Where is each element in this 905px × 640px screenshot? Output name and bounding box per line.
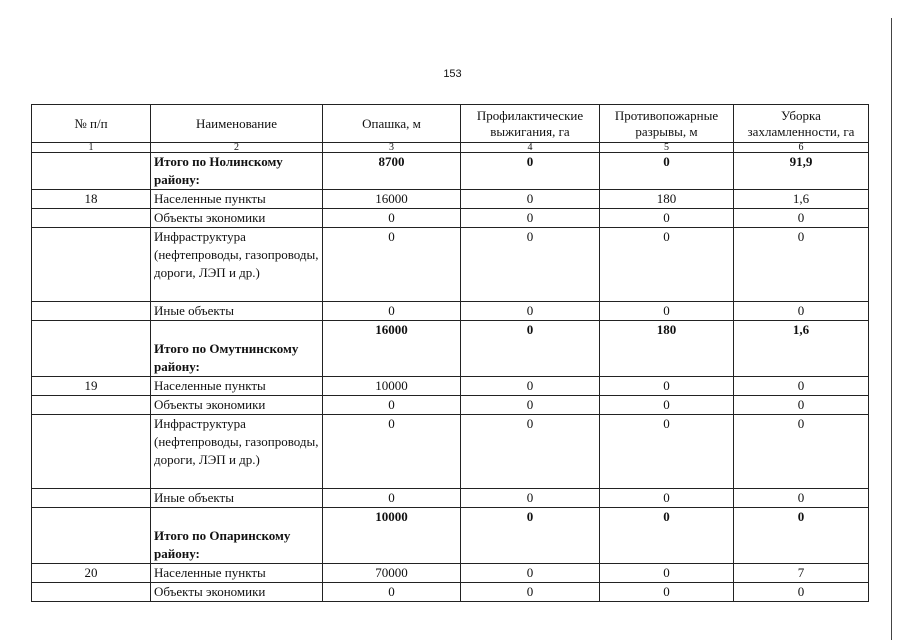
table-row [32,190,869,209]
row-number [32,583,151,602]
row-number [32,396,151,415]
row-name: Инфраструктура (нефтепроводы, газопроводы, дороги, ЛЭП и др.) [151,228,323,302]
row-number [32,321,151,377]
cell-value-razryvy: 0 [600,228,734,302]
column-header: Уборка захламленности, га [734,105,869,143]
cell-value-vyzhiganie: 0 [461,583,600,602]
row-number [32,489,151,508]
cell-value-vyzhiganie: 0 [461,302,600,321]
cell-value-opashka: 16000 [323,190,461,209]
table-body [32,153,869,602]
cell-value-opashka: 0 [323,396,461,415]
cell-value-uborka: 0 [734,302,869,321]
cell-value-vyzhiganie: 0 [461,396,600,415]
table-row-total [32,153,869,190]
row-name: Населенные пункты [151,377,323,396]
cell-value-razryvy: 180 [600,190,734,209]
cell-value-opashka: 10000 [323,377,461,396]
row-name: Объекты экономики [151,396,323,415]
row-number: 19 [32,377,151,396]
cell-value-vyzhiganie: 0 [461,153,600,190]
cell-value-razryvy: 0 [600,508,734,564]
table-row [32,489,869,508]
cell-value-opashka: 0 [323,228,461,302]
row-name: Инфраструктура (нефтепроводы, газопроводы, дороги, ЛЭП и др.) [151,415,323,489]
table-header-row [32,105,869,143]
cell-value-opashka: 0 [323,583,461,602]
cell-value-uborka: 0 [734,228,869,302]
cell-value-razryvy: 0 [600,415,734,489]
row-number: 20 [32,564,151,583]
row-number [32,153,151,190]
table-row [32,228,869,302]
cell-value-vyzhiganie: 0 [461,228,600,302]
column-number: 4 [461,143,600,153]
row-name: Итого по Опаринскому району: [151,508,323,564]
cell-value-uborka: 0 [734,583,869,602]
cell-value-vyzhiganie: 0 [461,209,600,228]
cell-value-vyzhiganie: 0 [461,564,600,583]
column-header: № п/п [32,105,151,143]
row-number [32,415,151,489]
cell-value-opashka: 0 [323,415,461,489]
column-number: 3 [323,143,461,153]
column-number: 6 [734,143,869,153]
column-header: Наименование [151,105,323,143]
row-name: Объекты экономики [151,209,323,228]
row-name: Иные объекты [151,302,323,321]
row-name: Итого по Нолинскому району: [151,153,323,190]
table-row [32,209,869,228]
cell-value-opashka: 0 [323,302,461,321]
column-number: 1 [32,143,151,153]
page-edge-line [891,18,892,640]
table-row [32,583,869,602]
column-number: 2 [151,143,323,153]
cell-value-uborka: 7 [734,564,869,583]
row-number: 18 [32,190,151,209]
report-table [31,104,869,602]
column-number-row [32,143,869,153]
cell-value-opashka: 70000 [323,564,461,583]
cell-value-uborka: 0 [734,377,869,396]
cell-value-uborka: 1,6 [734,190,869,209]
cell-value-uborka: 0 [734,508,869,564]
table-row [32,377,869,396]
cell-value-razryvy: 0 [600,302,734,321]
table-row [32,396,869,415]
cell-value-razryvy: 180 [600,321,734,377]
page-number: 153 [443,68,462,80]
row-number [32,508,151,564]
cell-value-opashka: 0 [323,209,461,228]
cell-value-vyzhiganie: 0 [461,190,600,209]
table-row [32,564,869,583]
cell-value-razryvy: 0 [600,564,734,583]
row-name: Объекты экономики [151,583,323,602]
column-header: Противопожарные разрывы, м [600,105,734,143]
cell-value-uborka: 0 [734,396,869,415]
cell-value-uborka: 1,6 [734,321,869,377]
cell-value-razryvy: 0 [600,583,734,602]
cell-value-vyzhiganie: 0 [461,489,600,508]
table-row-total [32,321,869,377]
cell-value-vyzhiganie: 0 [461,508,600,564]
cell-value-razryvy: 0 [600,209,734,228]
row-number [32,209,151,228]
cell-value-opashka: 16000 [323,321,461,377]
row-name: Итого по Омутнинскому району: [151,321,323,377]
cell-value-uborka: 91,9 [734,153,869,190]
cell-value-opashka: 8700 [323,153,461,190]
cell-value-opashka: 10000 [323,508,461,564]
cell-value-opashka: 0 [323,489,461,508]
cell-value-razryvy: 0 [600,489,734,508]
column-header: Профилактические выжигания, га [461,105,600,143]
cell-value-uborka: 0 [734,489,869,508]
column-number: 5 [600,143,734,153]
column-header: Опашка, м [323,105,461,143]
cell-value-vyzhiganie: 0 [461,321,600,377]
table-row-total [32,508,869,564]
row-name: Населенные пункты [151,564,323,583]
table-row [32,415,869,489]
row-name: Иные объекты [151,489,323,508]
cell-value-uborka: 0 [734,415,869,489]
table-row [32,302,869,321]
cell-value-vyzhiganie: 0 [461,415,600,489]
row-number [32,228,151,302]
cell-value-uborka: 0 [734,209,869,228]
cell-value-vyzhiganie: 0 [461,377,600,396]
cell-value-razryvy: 0 [600,396,734,415]
row-number [32,302,151,321]
cell-value-razryvy: 0 [600,377,734,396]
row-name: Населенные пункты [151,190,323,209]
cell-value-razryvy: 0 [600,153,734,190]
